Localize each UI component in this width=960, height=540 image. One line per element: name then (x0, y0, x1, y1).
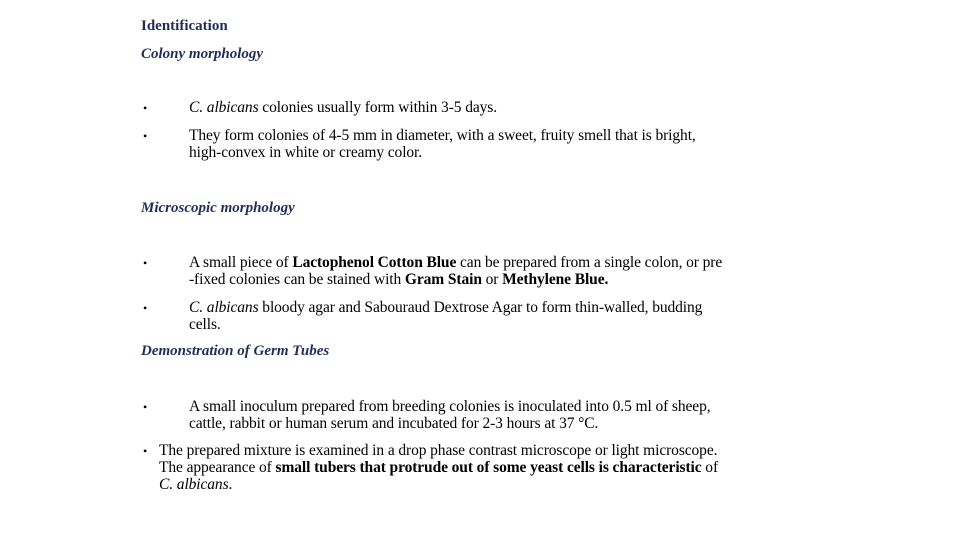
bullet-marker: • (143, 256, 148, 270)
key-phrase: small tubers that protrude out of some yeast cells is characteristic (275, 459, 702, 476)
list-item: A small inoculum prepared from breeding colonies is inoculated into 0.5 ml of sheep, cattle, rabbit or human serum and incubated for 2-3 hours at 37 °C. (189, 398, 711, 432)
section-heading-microscopic-morphology: Microscopic morphology (141, 200, 295, 216)
page-title: Identification (141, 18, 228, 34)
species-name: C. albicans (189, 299, 259, 316)
bullet-marker: • (143, 400, 148, 414)
list-item: A small piece of Lactophenol Cotton Blue can be prepared from a single colon, or pre -fixed colonies can be stained with Gram Stain or Methylene Blue. (189, 254, 723, 288)
bullet-marker: • (143, 444, 148, 458)
bullet-marker: • (143, 101, 148, 115)
stain-name: Methylene Blue. (502, 271, 609, 288)
list-item: C. albicans bloody agar and Sabouraud Dextrose Agar to form thin-walled, budding cells. (189, 299, 703, 333)
list-item: They form colonies of 4-5 mm in diameter, with a sweet, fruity smell that is bright, high-convex in white or creamy color. (189, 127, 696, 161)
list-item: C. albicans colonies usually form within 3-5 days. (189, 99, 497, 116)
section-heading-colony-morphology: Colony morphology (141, 46, 264, 62)
stain-name: Gram Stain (404, 271, 482, 288)
species-name: C. albicans (189, 99, 259, 116)
species-name: C. albicans (159, 476, 229, 493)
list-item: The prepared mixture is examined in a drop phase contrast microscope or light microscope. The appearance of small tubers that protrude out of some yeast cells is characteristic of C. albicans. (159, 442, 719, 493)
bullet-marker: • (143, 301, 148, 315)
section-heading-germ-tubes: Demonstration of Germ Tubes (141, 343, 330, 359)
bullet-marker: • (143, 129, 148, 143)
stain-name: Lactophenol Cotton Blue (292, 254, 457, 271)
